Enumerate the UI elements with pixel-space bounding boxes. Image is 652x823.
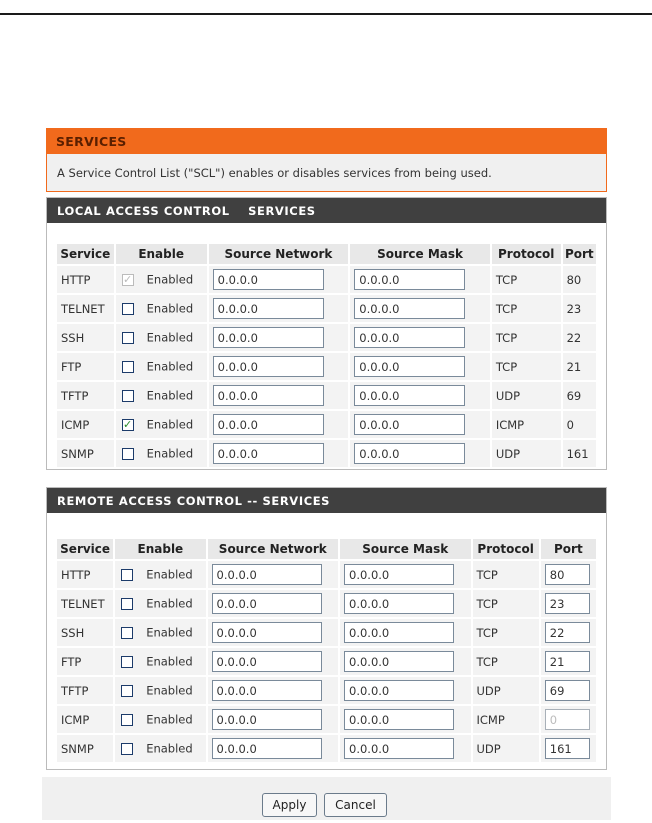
source-mask-cell [340, 648, 470, 675]
source-network-cell [208, 735, 338, 762]
source-network-input[interactable]: 0.0.0.0 [212, 680, 322, 701]
source-mask-input[interactable]: 0.0.0.0 [354, 356, 465, 377]
enabled-label: Enabled [146, 359, 194, 374]
service-name [57, 735, 113, 762]
table-row [57, 648, 596, 675]
source-mask-input[interactable]: 0.0.0.0 [354, 385, 465, 406]
enable-cell [115, 706, 205, 733]
source-mask-input[interactable]: 0.0.0.0 [344, 564, 454, 585]
enable-cell [115, 590, 205, 617]
source-network-cell [209, 324, 349, 351]
services-title: SERVICES [46, 128, 607, 154]
protocol-value: TCP [476, 596, 498, 611]
table-row [57, 295, 596, 322]
source-mask-input[interactable]: 0.0.0.0 [344, 651, 454, 672]
col-header-enable: Enable [116, 244, 207, 264]
port-cell [541, 735, 596, 762]
source-network-cell [208, 706, 338, 733]
source-mask-cell [350, 440, 490, 467]
source-mask-input[interactable]: 0.0.0.0 [344, 680, 454, 701]
enabled-label: Enabled [146, 625, 193, 640]
table-row [57, 677, 596, 704]
source-mask-cell [350, 353, 490, 380]
enable-checkbox[interactable] [121, 569, 133, 581]
protocol-value: TCP [476, 654, 498, 669]
port-input[interactable]: 69 [545, 680, 590, 701]
col-header-protocol: Protocol [473, 539, 539, 559]
source-mask-input[interactable]: 0.0.0.0 [354, 443, 465, 464]
enable-checkbox[interactable] [121, 656, 133, 668]
protocol-cell [492, 440, 561, 467]
source-mask-input[interactable]: 0.0.0.0 [344, 738, 454, 759]
source-mask-cell [340, 706, 470, 733]
source-mask-input[interactable]: 0.0.0.0 [354, 298, 465, 319]
protocol-value: UDP [495, 446, 521, 461]
col-header-port: Port [541, 539, 596, 559]
top-rule [0, 13, 652, 15]
protocol-cell [473, 648, 539, 675]
source-network-input[interactable]: 0.0.0.0 [212, 593, 322, 614]
enabled-label: Enabled [146, 417, 194, 432]
protocol-cell [492, 353, 561, 380]
port-cell [563, 324, 596, 351]
port-cell [563, 382, 596, 409]
source-mask-cell [350, 324, 490, 351]
protocol-value: TCP [495, 301, 518, 316]
port-cell [563, 440, 596, 467]
service-name [57, 440, 114, 467]
enabled-label: Enabled [146, 567, 193, 582]
protocol-value: TCP [476, 625, 498, 640]
source-network-input[interactable]: 0.0.0.0 [213, 298, 324, 319]
protocol-value: TCP [495, 359, 518, 374]
remote-access-control-title: REMOTE ACCESS CONTROL -- SERVICES [47, 488, 606, 513]
service-name [57, 324, 114, 351]
source-network-input[interactable]: 0.0.0.0 [212, 738, 322, 759]
source-mask-input[interactable]: 0.0.0.0 [344, 622, 454, 643]
port-cell [541, 706, 596, 733]
table-row [57, 735, 596, 762]
source-network-cell [208, 619, 338, 646]
source-network-cell [209, 440, 349, 467]
col-header-source-network: Source Network [209, 244, 349, 264]
source-network-input[interactable]: 0.0.0.0 [213, 327, 324, 348]
enable-checkbox[interactable] [122, 361, 134, 373]
port-cell [563, 266, 596, 293]
protocol-value: UDP [495, 388, 521, 403]
service-name [57, 382, 114, 409]
enable-checkbox[interactable] [121, 743, 133, 755]
source-mask-cell [350, 266, 490, 293]
source-network-cell [209, 266, 349, 293]
service-label: FTP [61, 654, 82, 669]
enable-cell [115, 735, 205, 762]
service-label: SSH [61, 625, 85, 640]
source-network-input[interactable]: 0.0.0.0 [213, 356, 324, 377]
local-access-control-section [46, 197, 607, 470]
service-label: ICMP [61, 417, 90, 432]
enabled-label: Enabled [146, 596, 193, 611]
service-label: TELNET [61, 301, 105, 316]
table-row [57, 411, 596, 438]
port-input[interactable]: 161 [545, 738, 590, 759]
local-services-table [55, 242, 598, 469]
enable-cell [116, 382, 207, 409]
service-name [57, 619, 113, 646]
protocol-cell [473, 735, 539, 762]
protocol-cell [492, 266, 561, 293]
col-header-service: Service [57, 244, 114, 264]
port-cell [541, 677, 596, 704]
source-mask-input[interactable]: 0.0.0.0 [354, 327, 465, 348]
enable-cell [115, 561, 205, 588]
port-input[interactable]: 22 [545, 622, 590, 643]
col-header-service: Service [57, 539, 113, 559]
source-network-cell [209, 353, 349, 380]
remote-access-control-section [46, 487, 607, 770]
col-header-protocol: Protocol [492, 244, 561, 264]
enable-checkbox[interactable] [121, 685, 133, 697]
table-row [57, 561, 596, 588]
col-header-enable: Enable [115, 539, 205, 559]
source-network-input[interactable]: 0.0.0.0 [213, 443, 324, 464]
port-cell [541, 590, 596, 617]
protocol-value: UDP [476, 741, 501, 756]
protocol-cell [492, 295, 561, 322]
source-mask-cell [340, 619, 470, 646]
port-cell [563, 353, 596, 380]
source-network-input[interactable]: 0.0.0.0 [212, 564, 322, 585]
enabled-label: Enabled [146, 301, 194, 316]
source-mask-cell [350, 411, 490, 438]
service-label: SNMP [61, 446, 94, 461]
enable-cell [116, 353, 207, 380]
col-header-port: Port [563, 244, 596, 264]
port-input[interactable]: 80 [545, 564, 590, 585]
col-header-source-mask: Source Mask [350, 244, 490, 264]
table-row [57, 266, 596, 293]
col-header-source-network: Source Network [208, 539, 338, 559]
source-network-cell [208, 677, 338, 704]
source-mask-cell [340, 590, 470, 617]
enabled-label: Enabled [146, 388, 194, 403]
service-name [57, 648, 113, 675]
port-value: 69 [566, 388, 582, 403]
port-input[interactable]: 23 [545, 593, 590, 614]
service-name [57, 411, 114, 438]
port-cell [563, 295, 596, 322]
protocol-cell [473, 619, 539, 646]
enable-cell [116, 266, 207, 293]
enable-checkbox[interactable] [121, 714, 133, 726]
port-value: 22 [566, 330, 582, 345]
source-network-input[interactable]: 0.0.0.0 [213, 269, 324, 290]
service-name [57, 561, 113, 588]
service-label: HTTP [61, 272, 91, 287]
protocol-cell [492, 411, 561, 438]
enable-cell [116, 324, 207, 351]
button-bar [42, 777, 611, 820]
port-cell [541, 561, 596, 588]
source-network-input[interactable]: 0.0.0.0 [213, 385, 324, 406]
table-row [57, 440, 596, 467]
service-name [57, 353, 114, 380]
protocol-cell [473, 561, 539, 588]
port-value: 0 [566, 417, 574, 432]
protocol-value: TCP [476, 567, 498, 582]
port-value: 80 [566, 272, 582, 287]
port-input: 0 [545, 709, 590, 730]
source-mask-cell [350, 295, 490, 322]
enabled-label: Enabled [146, 330, 194, 345]
enabled-label: Enabled [146, 712, 193, 727]
service-label: ICMP [61, 712, 90, 727]
source-network-cell [209, 295, 349, 322]
source-mask-cell [350, 382, 490, 409]
enable-cell [116, 411, 207, 438]
service-name [57, 677, 113, 704]
service-label: TELNET [61, 596, 105, 611]
enable-checkbox[interactable] [122, 303, 134, 315]
enabled-label: Enabled [146, 683, 193, 698]
port-cell [563, 411, 596, 438]
apply-button[interactable]: Apply [262, 793, 317, 817]
local-access-control-title: LOCAL ACCESS CONTROL SERVICES [47, 198, 606, 223]
source-network-input[interactable]: 0.0.0.0 [212, 622, 322, 643]
enable-checkbox[interactable] [121, 627, 133, 639]
enable-checkbox: ✓ [123, 272, 133, 286]
service-name [57, 590, 113, 617]
source-mask-input[interactable]: 0.0.0.0 [354, 269, 465, 290]
protocol-cell [492, 324, 561, 351]
protocol-cell [473, 706, 539, 733]
source-mask-cell [340, 735, 470, 762]
source-network-cell [208, 590, 338, 617]
protocol-value: TCP [495, 272, 518, 287]
source-mask-input[interactable]: 0.0.0.0 [344, 709, 454, 730]
remote-services-table [55, 537, 598, 764]
service-label: TFTP [61, 683, 89, 698]
col-header-source-mask: Source Mask [340, 539, 470, 559]
enable-checkbox[interactable] [121, 598, 133, 610]
protocol-value: ICMP [476, 712, 505, 727]
protocol-value: ICMP [495, 417, 525, 432]
services-description: A Service Control List ("SCL") enables or disables services from being used. [46, 154, 607, 192]
service-name [57, 266, 114, 293]
source-network-cell [209, 411, 349, 438]
port-cell [541, 619, 596, 646]
enabled-label: Enabled [146, 741, 193, 756]
table-row [57, 324, 596, 351]
source-mask-cell [340, 561, 470, 588]
enable-checkbox[interactable] [122, 390, 134, 402]
source-network-input[interactable]: 0.0.0.0 [213, 414, 324, 435]
service-label: FTP [61, 359, 82, 374]
port-cell [541, 648, 596, 675]
port-value: 161 [566, 446, 589, 461]
service-label: HTTP [61, 567, 91, 582]
service-label: TFTP [61, 388, 89, 403]
table-row [57, 382, 596, 409]
protocol-cell [473, 590, 539, 617]
protocol-cell [473, 677, 539, 704]
source-network-input[interactable]: 0.0.0.0 [212, 709, 322, 730]
source-network-cell [208, 648, 338, 675]
source-network-input[interactable]: 0.0.0.0 [212, 651, 322, 672]
service-label: SSH [61, 330, 85, 345]
enable-cell [115, 677, 205, 704]
enabled-label: Enabled [146, 446, 194, 461]
protocol-cell [492, 382, 561, 409]
service-name [57, 295, 114, 322]
enable-checkbox[interactable]: ✓ [123, 417, 133, 431]
protocol-value: UDP [476, 683, 501, 698]
enable-checkbox[interactable] [122, 332, 134, 344]
table-row [57, 590, 596, 617]
source-mask-input[interactable]: 0.0.0.0 [344, 593, 454, 614]
table-row [57, 353, 596, 380]
port-value: 23 [566, 301, 582, 316]
enabled-label: Enabled [146, 272, 194, 287]
enable-cell [116, 440, 207, 467]
cancel-button[interactable]: Cancel [324, 793, 387, 817]
enable-cell [116, 295, 207, 322]
port-input[interactable]: 21 [545, 651, 590, 672]
source-network-cell [209, 382, 349, 409]
enable-checkbox[interactable] [122, 448, 134, 460]
enable-cell [115, 648, 205, 675]
source-mask-input[interactable]: 0.0.0.0 [354, 414, 465, 435]
enabled-label: Enabled [146, 654, 193, 669]
enable-cell [115, 619, 205, 646]
table-row [57, 706, 596, 733]
port-value: 21 [566, 359, 582, 374]
source-mask-cell [340, 677, 470, 704]
service-label: SNMP [61, 741, 94, 756]
service-name [57, 706, 113, 733]
source-network-cell [208, 561, 338, 588]
protocol-value: TCP [495, 330, 518, 345]
table-row [57, 619, 596, 646]
